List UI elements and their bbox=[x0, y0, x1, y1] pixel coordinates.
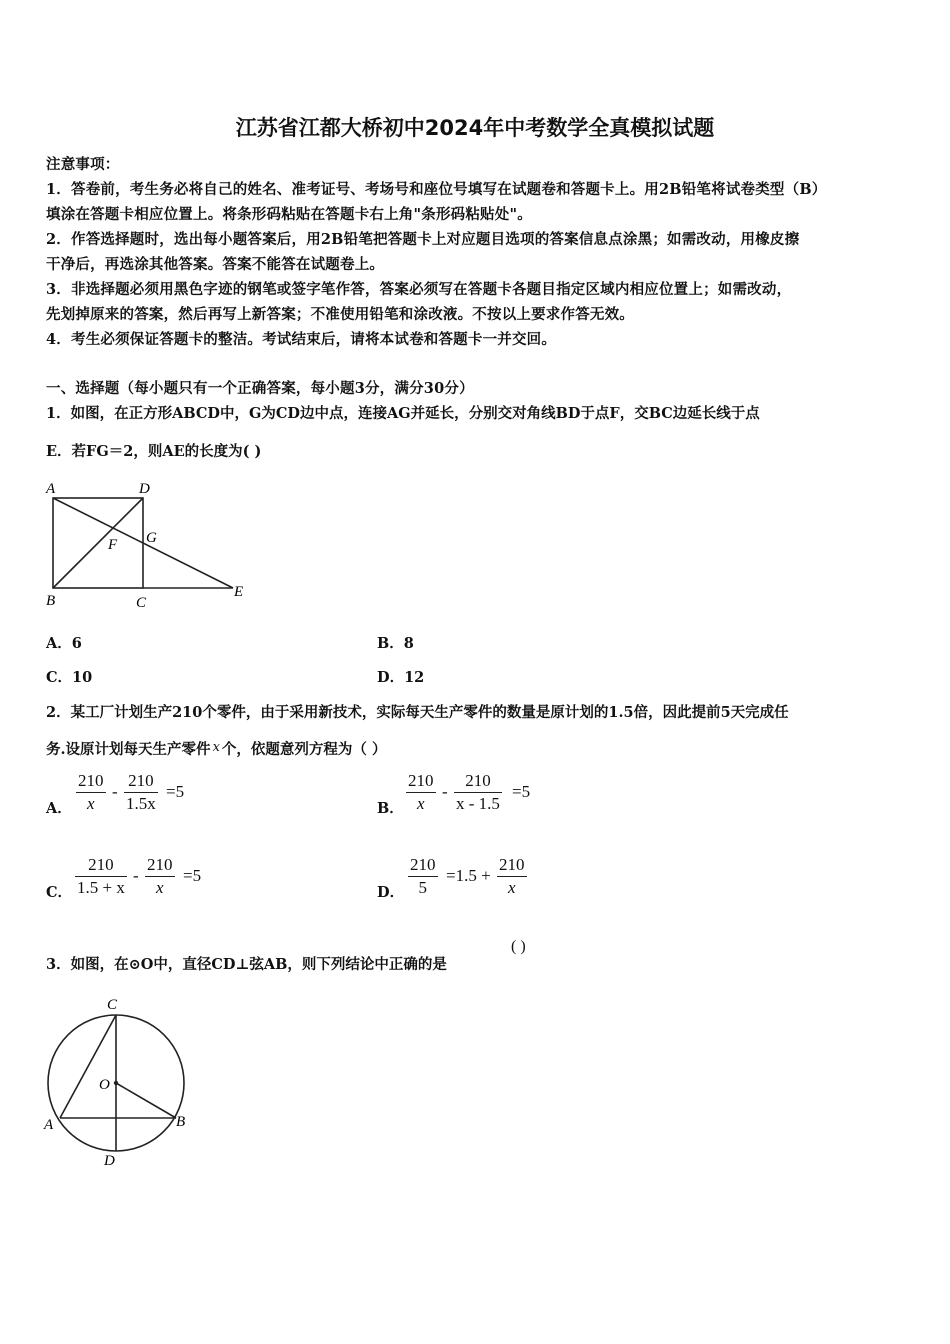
q2-c-num1: 210 bbox=[75, 854, 127, 877]
q1-option-c[interactable] bbox=[46, 666, 92, 687]
q2-a-num1: 210 bbox=[76, 770, 106, 793]
q2-option-c-label[interactable]: C． bbox=[46, 884, 73, 901]
label-f: F bbox=[108, 537, 118, 553]
q1-option-b[interactable] bbox=[377, 632, 414, 653]
q1-option-d-value: 12 bbox=[404, 669, 425, 686]
q1-option-c-value: 10 bbox=[72, 669, 93, 686]
q2-b-rhs: =5 bbox=[512, 782, 531, 801]
q1-option-d-label: D． bbox=[377, 669, 405, 686]
q2-c-num2: 210 bbox=[145, 854, 175, 877]
q2-d-num2: 210 bbox=[497, 854, 527, 877]
notice-line-3: 2．作答选择题时，选出每小题答案后，用2B铅笔把答题卡上对应题目选项的答案信息点涂黑；如需改动，用橡皮擦 bbox=[46, 231, 800, 248]
section-heading: 一、选择题（每小题只有一个正确答案，每小题3分，满分30分） bbox=[46, 380, 474, 397]
q2-b-fraction-1 bbox=[406, 770, 436, 815]
q2-b-den1: x bbox=[416, 794, 425, 813]
q1-option-a[interactable] bbox=[46, 632, 82, 653]
q3-text-main: 3．如图，在⊙O中，直径CD⊥弦AB，则下列结论中正确的是 bbox=[46, 956, 447, 973]
q2-d-fraction-2 bbox=[497, 854, 527, 899]
q2-d-fraction-1 bbox=[408, 854, 438, 899]
q2-c-operator: - bbox=[133, 866, 139, 885]
q1-option-d[interactable] bbox=[377, 666, 424, 687]
diagonal-bd bbox=[53, 498, 143, 588]
center-point bbox=[114, 1081, 118, 1085]
q2-c-rhs: =5 bbox=[183, 866, 202, 885]
q2-option-d-label[interactable]: D． bbox=[377, 884, 405, 901]
q2-b-den2: x - 1.5 bbox=[456, 794, 500, 813]
q1-text-line2: E．若FG＝2，则AE的长度为( ) bbox=[46, 443, 262, 460]
q2-option-a-label[interactable]: A． bbox=[46, 800, 72, 817]
q2-b-operator: - bbox=[442, 782, 448, 801]
q1-text-line1: 1．如图，在正方形ABCD中，G为CD边中点，连接AG并延长，分别交对角线BD于点F，交BC边延长线于点 bbox=[46, 405, 760, 422]
notice-line-5: 3．非选择题必须用黑色字迹的钢笔或签字笔作答，答案必须写在答题卡各题目指定区域内相应位置上；如需改动， bbox=[46, 281, 792, 298]
q2-b-num2: 210 bbox=[454, 770, 502, 793]
q2-text-line2 bbox=[46, 738, 386, 759]
q1-option-b-value: 8 bbox=[403, 635, 414, 652]
label-d: D bbox=[139, 481, 150, 497]
q2-a-rhs: =5 bbox=[166, 782, 185, 801]
q2-a-fraction-1 bbox=[76, 770, 106, 815]
q2-b-fraction-2 bbox=[454, 770, 502, 815]
q2-a-num2: 210 bbox=[124, 770, 158, 793]
notice-line-2: 填涂在答题卡相应位置上。将条形码粘贴在答题卡右上角"条形码粘贴处"。 bbox=[46, 206, 532, 223]
page-title: 江苏省江都大桥初中2024年中考数学全真模拟试题 bbox=[235, 116, 715, 140]
q2-text-line1: 2．某工厂计划生产210个零件，由于采用新技术，实际每天生产零件的数量是原计划的1.5倍，因此提前5天完成任 bbox=[46, 704, 789, 721]
q2-a-operator: - bbox=[112, 782, 118, 801]
label-e: E bbox=[234, 584, 244, 600]
label-c: C bbox=[136, 595, 147, 611]
q1-option-c-label: C． bbox=[46, 669, 73, 686]
q2-d-num1: 210 bbox=[408, 854, 438, 877]
q2-d-den2: x bbox=[507, 878, 516, 897]
notice-line-1: 1．答卷前，考生务必将自己的姓名、准考证号、考场号和座位号填写在试题卷和答题卡上。用2B铅笔将试卷类型（B） bbox=[46, 181, 827, 198]
q2-d-mid: =1.5 + bbox=[446, 866, 491, 885]
q1-option-b-label: B． bbox=[377, 635, 404, 652]
q2-c-fraction-1 bbox=[75, 854, 127, 899]
q1-square-figure bbox=[40, 476, 260, 616]
label-a: A bbox=[44, 1117, 54, 1133]
q2-b-num1: 210 bbox=[406, 770, 436, 793]
q2-a-den2: 1.5x bbox=[126, 794, 156, 813]
q2-c-fraction-2 bbox=[145, 854, 175, 899]
notice-line-6: 先划掉原来的答案，然后再写上新答案；不准使用铅笔和涂改液。不按以上要求作答无效。 bbox=[46, 306, 634, 323]
label-a: A bbox=[46, 481, 56, 497]
label-o: O bbox=[99, 1077, 110, 1093]
segment-ca bbox=[60, 1015, 116, 1118]
q3-circle-figure bbox=[40, 994, 200, 1174]
q2-a-den1: x bbox=[86, 794, 95, 813]
q1-option-a-label: A． bbox=[46, 635, 72, 652]
q2-variable: x bbox=[212, 740, 220, 755]
q2-c-den2: x bbox=[155, 878, 164, 897]
q3-answer-paren: ( ) bbox=[511, 938, 526, 955]
label-b: B bbox=[176, 1114, 186, 1130]
q3-text bbox=[46, 953, 447, 974]
q2-option-b-label[interactable]: B． bbox=[377, 800, 404, 817]
label-c: C bbox=[107, 997, 118, 1013]
q2-a-fraction-2 bbox=[124, 770, 158, 815]
label-d: D bbox=[104, 1153, 115, 1169]
q1-option-a-value: 6 bbox=[71, 635, 82, 652]
q2-d-den1: 5 bbox=[418, 878, 427, 897]
notice-line-4: 干净后，再选涂其他答案。答案不能答在试题卷上。 bbox=[46, 256, 385, 273]
label-g: G bbox=[146, 530, 157, 546]
q2-text-line2-a: 务.设原计划每天生产零件 bbox=[46, 741, 211, 758]
notice-line-7: 4．考生必须保证答题卡的整洁。考试结束后，请将本试卷和答题卡一并交回。 bbox=[46, 331, 557, 348]
notice-heading: 注意事项： bbox=[46, 156, 120, 173]
label-b: B bbox=[46, 593, 56, 609]
segment-ob bbox=[116, 1083, 176, 1118]
q2-text-line2-b: 个，依题意列方程为（ ） bbox=[221, 741, 387, 758]
q2-c-den1: 1.5 + x bbox=[77, 878, 125, 897]
